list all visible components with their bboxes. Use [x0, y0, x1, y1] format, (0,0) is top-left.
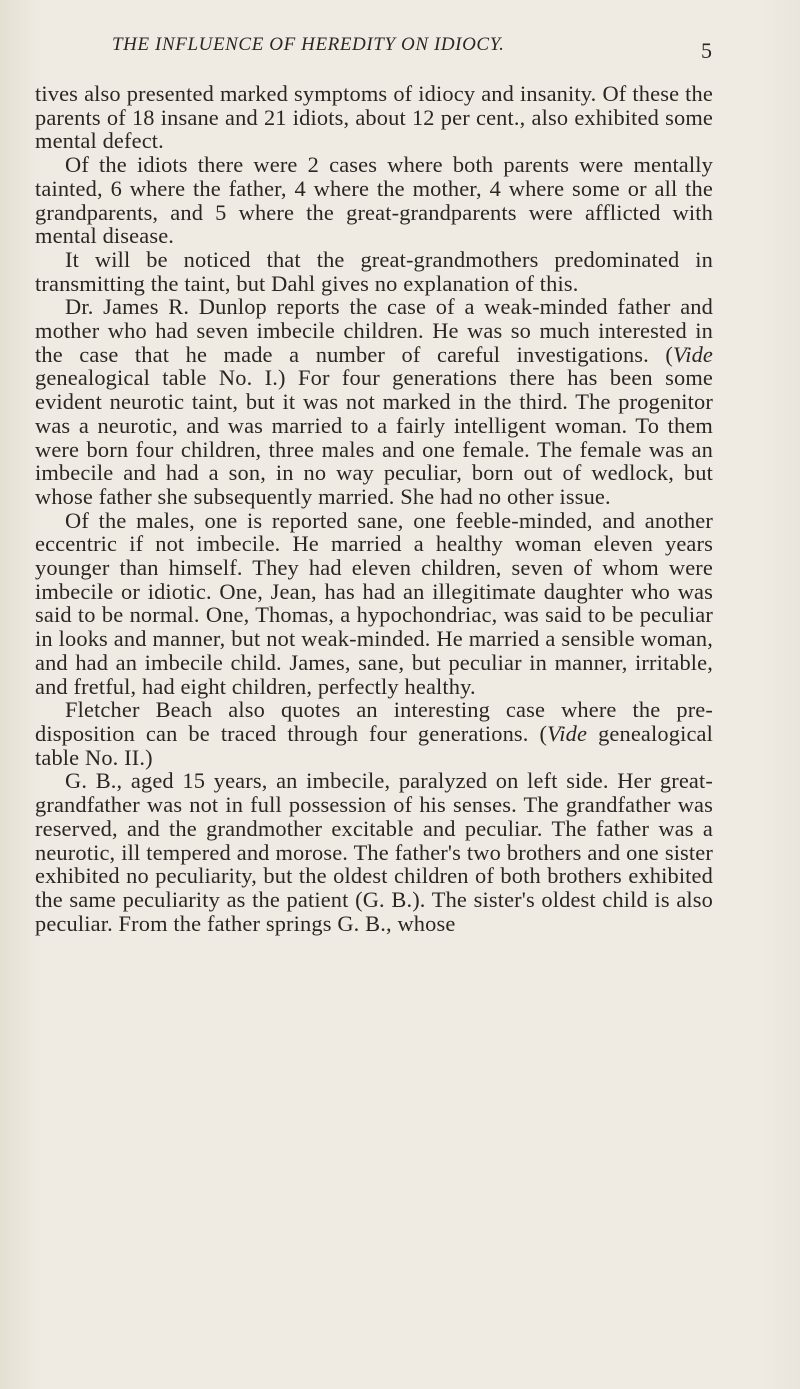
- paragraph-dunlop-report: [35, 295, 713, 508]
- paragraph-great-grandmothers: It will be noticed that the great-grandmothers predominated in transmitting the taint, but Dahl gives no explanation of this.: [35, 246, 713, 296]
- paragraph-males: Of the males, one is reported sane, one feeble-minded, and another eccentric if not imbecile. He married a healthy woman eleven years younger than himself. They had eleven children, seven of whom were imbecile or idiotic. One, Jean, has had an illegitimate daughter who was said to be normal. One, Thomas, a hypochondriac, was said to be peculiar in looks and manner, but not weak-minded. He married a sensible woman, and had an imbecile child. James, sane, but peculiar in manner, irritable, and fretful, had eight children, perfectly healthy.: [35, 507, 713, 699]
- page-number: 5: [701, 38, 712, 63]
- dunlop-text-after: genealogical table No. I.) For four generations there has been some evident neurotic taint, but it was not marked in the third. The progenitor was a neurotic, and was married to a fairly intelligent woman. To them were born four children, three males and one female. The female was an imbecile and had a son, in no way peculiar, born out of wedlock, but whose father she subsequently married. She had no other issue.: [35, 365, 713, 509]
- paragraph-idiot-cases: Of the idiots there were 2 cases where both parents were mentally tainted, 6 where the father, 4 where the mother, 4 where some or all the grandparents, and 5 where the great-grandparents were afflicted with mental disease.: [35, 152, 713, 249]
- paragraph-gb-case: G. B., aged 15 years, an imbecile, paralyzed on left side. Her great-grandfather was not in full possession of his senses. The grandfather was reserved, and the grandmother excitable and peculiar. The father was a neurotic, ill tempered and morose. The father's two brothers and one sister exhibited no peculiarity, but the oldest children of both brothers exhibited the same peculiarity as the patient (G. B.). The sister's oldest child is also peculiar. From the father springs G. B., whose: [35, 768, 713, 936]
- paragraph-continuation: tives also presented marked symptoms of idiocy and insanity. Of these the parents of 18 insane and 21 idiots, about 12 per cent., also exhibited some mental defect.: [35, 81, 713, 154]
- running-header: [112, 32, 712, 63]
- running-title: THE INFLUENCE OF HEREDITY ON IDIOCY.: [112, 34, 505, 55]
- body-text: [35, 82, 713, 935]
- paragraph-fletcher-beach: [35, 698, 713, 769]
- beach-text-after: genealogical table No. II.): [35, 720, 714, 770]
- beach-vide: Vide: [547, 720, 588, 746]
- dunlop-vide: Vide: [673, 341, 713, 367]
- beach-text-before: Fletcher Beach also quotes an interesting case where the pre-disposition can be traced through four generations. (: [35, 697, 713, 746]
- dunlop-text-before: Dr. James R. Dunlop reports the case of a weak-minded father and mother who had seven imbecile children. He was so much interested in the case that he made a number of careful investigations. (: [35, 294, 713, 367]
